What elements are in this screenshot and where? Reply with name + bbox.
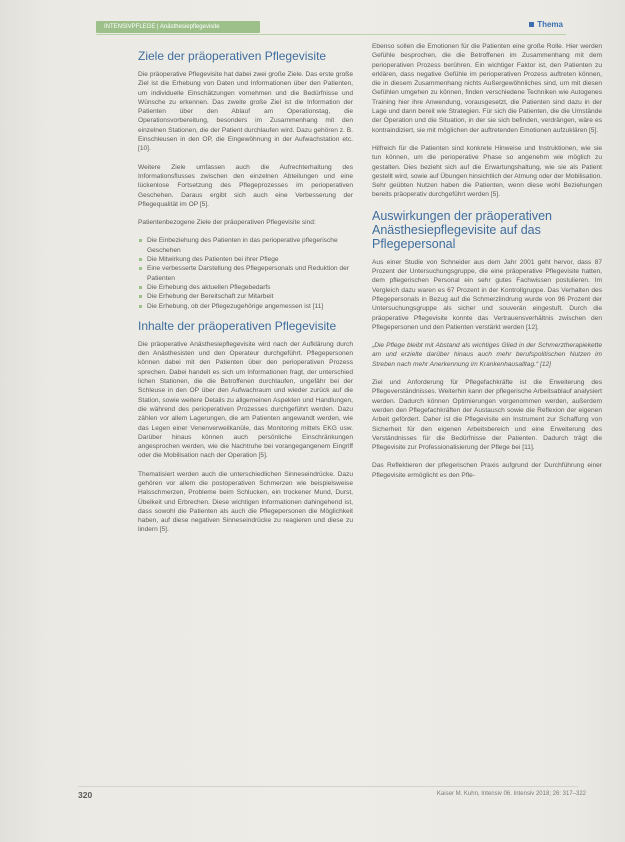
paragraph: Aus einer Studie von Schneider aus dem Jahr 2001 geht hervor, dass 87 Prozent der Untersuchungsgruppe, die eine präoperative Pflegevisite hatten, dem pflegerischen Personal ein sehr gutes Fachwissen postulieren. Im Vergleich dazu waren es 67 Prozent in der Kontrollgruppe. Das Verhalten des Pflegepersonals in Bezug auf die Schmerzlindrung wurde von 96 Prozent der Untersuchungsgruppe als sicher und souverän eingestuft. Durch die präoperative Pflegevisite konnte das Vertrauensverhältnis zwischen den Pflegepersonen und den Patienten verstärkt werden [12].: [372, 258, 602, 331]
paragraph: Weitere Ziele umfassen auch die Aufrechterhaltung des Informationsflusses zwischen den einzelnen Abteilungen und eine lückenlose Fortsetzung des Pflegeprozesses im perioperativen Geschehen. Daraus ergibt sich auch eine Verbesserung der Pflegequalität im OP [5].: [138, 163, 353, 208]
paragraph: Patientenbezogene Ziele der präoperativen Pflegevisite sind:: [138, 219, 316, 227]
paragraph: Ziel und Anforderung für Pflegefachkräfte ist die Erweiterung des Pflegeverständnisses. Weiterhin kann der pflegerische Arbeitsablauf analysiert werden. Dadurch können Optimierungen vorgenommen werden, außerdem werden den Pflegefachkräften der Austausch sowie die Reflexion der eigenen Arbeit gefördert. Daher ist die Pflegevisite ein Instrument zur Schaffung von Sicherheit für den eigenen Arbeitsbereich und eine Erweiterung des Verständnisses für die Bedürfnisse der Patienten. Dadurch trägt die Pflegevisite zur Professionalisierung der Pflege bei [11].: [372, 379, 602, 452]
paragraph: Thematisiert werden auch die unterschiedlichen Sinneseindrücke. Dazu gehören vor allem die postoperativen Schmerzen wie beispielsweise Halsschmerzen, Probleme beim Schlucken, ein trockener Mund, Durst, Übelkeit und Erbrechen. Diese wichtigen Informationen dahingehend ist, dass sowohl die Patienten als auch die Pflegepersonen die Möglichkeit haben, auf diese negativen Sinneseindrücke zu reagieren und diese zu lindern [5].: [138, 470, 353, 534]
page-number: 320: [78, 790, 93, 800]
footer-divider: [78, 786, 578, 787]
list-item: Die Erhebung des aktuellen Pflegebedarfs: [138, 283, 353, 292]
list-item: Die Erhebung der Bereitschaft zur Mitarbeit: [138, 292, 353, 301]
list-item: Die Erhebung, ob der Pflegezugehörige angemessen ist [11]: [138, 302, 353, 311]
topic-tag-label: Thema: [537, 20, 563, 29]
section-header-label: INTENSIVPFLEGE | Anästhesiepflegevisite: [96, 21, 260, 33]
list-item: Die Einbeziehung des Patienten in das perioperative pflegerische Geschehen: [138, 236, 353, 255]
heading-inhalte: Inhalte der präoperativen Pflegevisite: [138, 318, 337, 333]
quote: „Die Pflege bleibt mit Abstand als wichtiges Glied in der Schmerztherapiekette am und erzielte darüber hinaus auch mehr berufspolitischen Nutzen im Streben nach mehr Anerkennung im Krankenhausalltag.“ [12]: [372, 342, 602, 368]
paragraph: Das Reflektieren der pflegerischen Praxis aufgrund der Durchführung einer Pflegevisite ermöglicht es den Pfle-: [372, 462, 602, 479]
paragraph: Die präoperative Pflegevisite hat dabei zwei große Ziele. Das erste große Ziel ist die Erhebung von Daten und Informationen über den Patienten, um individuelle Einschätzungen vornehmen und die Bedürfnisse und Wünsche zu erkennen. Das zweite große Ziel ist die Information der Patienten über den Ablauf am Operationstag, die Operationsvorbereitung, besonders im Zusammenhang mit den einzelnen Stationen, die der Patient durchlaufen wird. Dazu gehören z. B. Einschleusen in den OP, die Eingewöhnung in der Aufwachstation etc. [10].: [138, 71, 353, 153]
left-column: [138, 50, 353, 544]
heading-auswirkungen: Auswirkungen der präoperativen Anästhesiepflegevisite auf das Pflegepersonal: [372, 208, 552, 251]
header-divider: [96, 34, 566, 35]
heading-ziele: Ziele der präoperativen Pflegevisite: [138, 49, 327, 63]
goals-list: [138, 236, 353, 310]
topic-tag: [529, 20, 563, 29]
list-item: Die Mitwirkung des Patienten bei ihrer Pflege: [138, 255, 353, 264]
right-column: [372, 42, 602, 489]
square-icon: [529, 22, 534, 27]
paragraph: Hilfreich für die Patienten sind konkrete Hinweise und Instruktionen, wie sie tun können, um die perioperative Phase so angenehm wie möglich zu gestalten. Dies bezieht sich auf die Erwartungshaltung, wie sie als Patient gestellt wird, sowie auf Übungen hinsichtlich der Atmung oder der Mobilisation. Sehr geübten Nutzen haben die Patienten, wenn diese wohl Beziehungen bereits präoperativ durchgeführt werden [5].: [372, 144, 602, 199]
paragraph: Ebenso sollen die Emotionen für die Patienten eine große Rolle. Hier werden Gefühle besprochen, die die Betroffenen im Zusammenhang mit dem perioperativen Prozess berühren. Ein wichtiger Faktor ist, den Patienten zu erklären, dass negative Gefühle im perioperativen Prozess auftreten können, die in diesem Zusammenhang nichts Außergewöhnliches sind, um mit diesen Gefühlen umgehen zu können, finden verschiedene Techniken wie Autogenes Training hier ihre Anwendung, vorausgesetzt, die Patienten sind dazu in der Lage und dann bereit wie Strategien. Für sich die Patienten, die die Umstände der Operation und die Situation, in der sie sich befinden, verdrängen, wäre es kontraindiziert, sie mit möglichen der auftretenden Emotionen aufzuklären [5].: [372, 43, 602, 134]
paragraph: Die präoperative Anästhesiepflegevisite wird nach der Aufklärung durch den Anästhesisten und den Operateur durchgeführt. Pflegepersonen können dabei mit den Patienten über den perioperativen Prozess sprechen. Dabei handelt es sich um Informationen fragt, der unterschied lichen Stationen, die die Betroffenen durchlaufen, ungefähr bei der Schleuse in den OP über den Aufwachraum und wieder zurück auf die Station, sowie weitere Details zu allgemeinen Aspekten und Handlungen, die während des perioperativen Prozesses durchgeführt werden. Dazu zählen vor allem Lagerungen, die am Patienten angewandt werden, wie das Legen einer Venenverweilkanüle, das Monitoring mittels EKG usw. Darüber hinaus können auch persönliche Einschränkungen angesprochen werden, wie die Nachtruhe bei vorangegangenem Eingriff oder die Mobilisation nach der Operation [5].: [138, 340, 353, 460]
list-item: Eine verbesserte Darstellung des Pflegepersonals und Reduktion der Patienten: [138, 264, 353, 283]
citation: Kaiser M. Kuhn, Intensiv 06. Intensiv 2018; 26: 317–322: [436, 791, 586, 797]
